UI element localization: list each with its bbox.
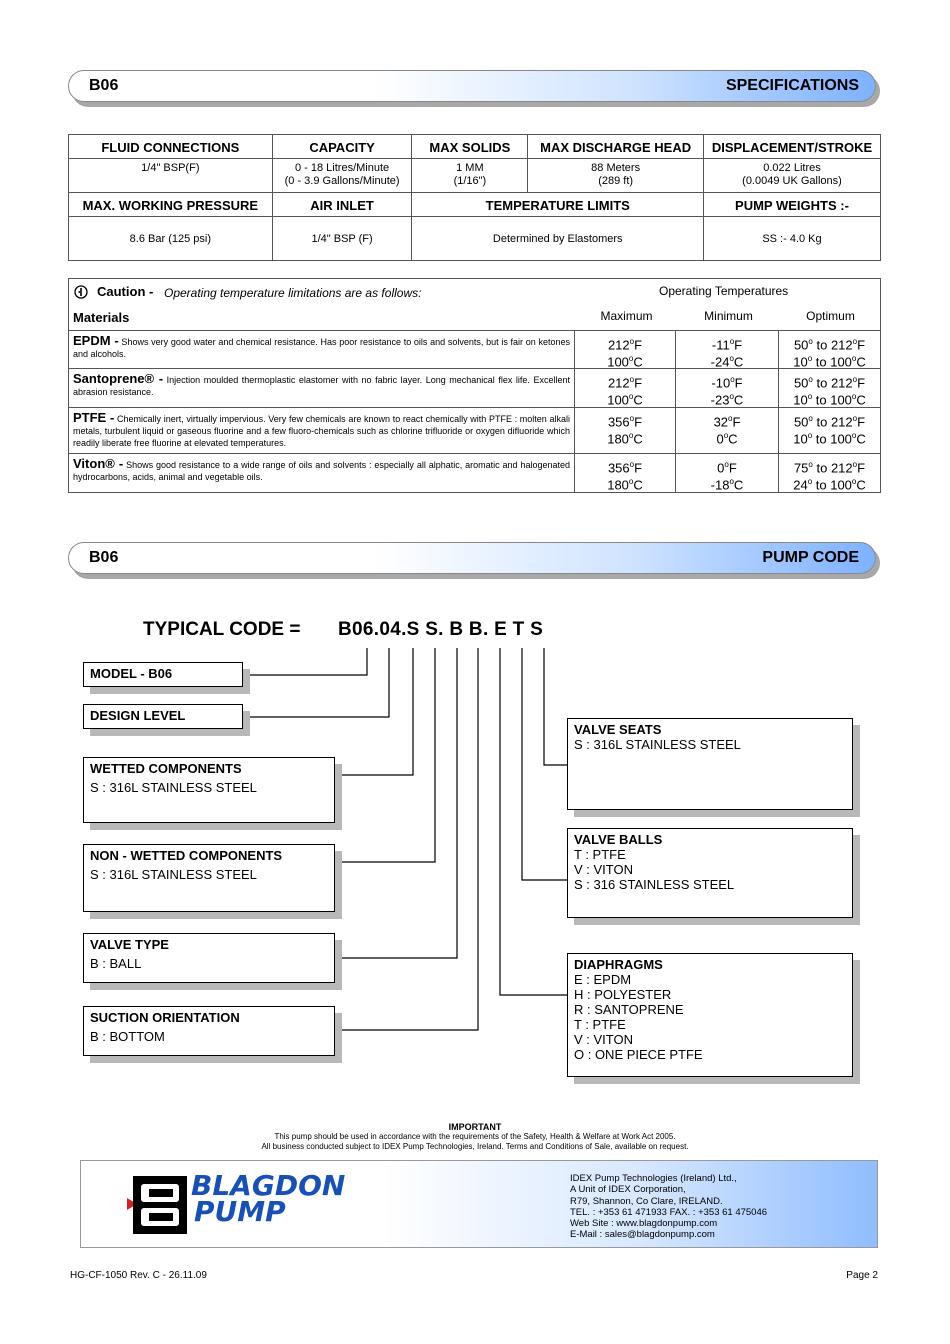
valve-seats-box bbox=[567, 718, 853, 810]
non-wetted-components-box bbox=[83, 844, 335, 912]
connector-valve-type bbox=[335, 648, 457, 958]
valve-balls-box bbox=[567, 828, 853, 918]
model-box bbox=[83, 662, 243, 687]
valve-type-box bbox=[83, 933, 335, 983]
code-banner-title: PUMP CODE bbox=[762, 549, 859, 566]
important-title: IMPORTANT bbox=[448, 1122, 502, 1132]
valve-type-item: B : BALL bbox=[90, 956, 142, 971]
optimum-temp: 50$^o$ to 212$^o$F 10$^o$ to 100$^o$C bbox=[793, 414, 866, 447]
design-level-box bbox=[83, 704, 243, 729]
important-line: All business conducted subject to IDEX Pump Technologies, Ireland. Terms and Conditions of Sale, available on request. bbox=[261, 1142, 689, 1151]
valve-balls-item: V : VITON bbox=[574, 862, 633, 877]
min-temp: 0$^o$F -18$^o$C bbox=[676, 454, 779, 492]
spec-value: SS :- 4.0 Kg bbox=[703, 217, 880, 261]
optimum-temp: 50$^o$ to 212$^o$F 10$^o$ to 100$^o$C bbox=[793, 375, 866, 408]
spec-value: 1 MM (1/16") bbox=[412, 159, 528, 193]
brand-logo-text: BLAGDON PUMP bbox=[191, 1169, 346, 1228]
diaphragms-item: R : SANTOPRENE bbox=[574, 1002, 684, 1017]
spec-header: AIR INLET bbox=[272, 193, 412, 217]
connector-model bbox=[243, 648, 367, 675]
page-number: Page 2 bbox=[846, 1270, 878, 1281]
col-maximum: Maximum bbox=[600, 309, 653, 323]
diaphragms-box bbox=[567, 953, 853, 1077]
operating-temperatures-label: Operating Temperatures bbox=[659, 284, 789, 298]
material-desc-text: Chemically inert, virtually impervious. Very few chemicals are known to react chemically with PTFE : molten alkali metals, turbulent liquid or gaseous fluorine and a few fluoro-chemicals such as chlorine trifluoride or oxygen difluoride which readily liberate free fluorine at elevated temperatures. bbox=[73, 414, 570, 448]
material-name: Viton® - bbox=[73, 456, 124, 471]
connector-valve-balls bbox=[522, 648, 569, 880]
min-temp: 32$^o$F 0$^o$C bbox=[676, 408, 779, 453]
spec-header: TEMPERATURE LIMITS bbox=[412, 193, 704, 217]
spec-header: PUMP WEIGHTS :- bbox=[703, 193, 880, 217]
valve-balls-item: S : 316 STAINLESS STEEL bbox=[574, 877, 735, 892]
valve-balls-item: T : PTFE bbox=[574, 847, 626, 862]
design-level-title: DESIGN LEVEL bbox=[90, 708, 186, 723]
spec-banner-title: SPECIFICATIONS bbox=[725, 77, 859, 94]
spec-value: Determined by Elastomers bbox=[412, 217, 704, 261]
optimum-temp: 50$^o$ to 212$^o$F 10$^o$ to 100$^o$C bbox=[793, 337, 866, 370]
max-temp: 212$^o$F 100$^o$C bbox=[575, 369, 676, 407]
spec-value: 0.022 Litres (0.0049 UK Gallons) bbox=[703, 159, 880, 193]
wetted-item: S : 316L STAINLESS STEEL bbox=[90, 780, 257, 795]
diaphragms-item: E : EPDM bbox=[574, 972, 632, 987]
blagdon-b-logo-icon bbox=[127, 1176, 187, 1234]
suction-item: B : BOTTOM bbox=[90, 1029, 165, 1044]
col-optimum: Optimum bbox=[806, 309, 855, 323]
diaphragms-item: T : PTFE bbox=[574, 1017, 626, 1032]
typical-code-value: B06.04.S S. B B. E T S bbox=[338, 619, 544, 640]
important-notice bbox=[0, 1122, 950, 1152]
diaphragms-item: O : ONE PIECE PTFE bbox=[574, 1047, 703, 1062]
spec-value: 0 - 18 Litres/Minute (0 - 3.9 Gallons/Minute) bbox=[272, 159, 412, 193]
spec-banner-model: B06 bbox=[89, 77, 119, 94]
col-minimum: Minimum bbox=[704, 309, 753, 323]
spec-value: 1/4" BSP (F) bbox=[272, 217, 412, 261]
spec-value: 88 Meters (289 ft) bbox=[528, 159, 704, 193]
spec-header: MAX. WORKING PRESSURE bbox=[69, 193, 273, 217]
spec-header: MAX SOLIDS bbox=[412, 135, 528, 159]
max-temp: 212$^o$F 100$^o$C bbox=[575, 331, 676, 368]
caution-text: Operating temperature limitations are as follows: bbox=[164, 286, 422, 300]
valve-seats-title: VALVE SEATS bbox=[574, 722, 662, 737]
spec-header: FLUID CONNECTIONS bbox=[69, 135, 273, 159]
connector-valve-seats bbox=[544, 648, 569, 765]
diaphragms-title: DIAPHRAGMS bbox=[574, 957, 663, 972]
spec-value: 8.6 Bar (125 psi) bbox=[69, 217, 273, 261]
material-name: Santoprene® - bbox=[73, 371, 164, 386]
nonwetted-title: NON - WETTED COMPONENTS bbox=[90, 848, 283, 863]
code-banner-model: B06 bbox=[89, 549, 119, 566]
typical-code-label: TYPICAL CODE = bbox=[143, 619, 301, 640]
spec-header: DISPLACEMENT/STROKE bbox=[703, 135, 880, 159]
material-name: EPDM - bbox=[73, 333, 119, 348]
spec-header: MAX DISCHARGE HEAD bbox=[528, 135, 704, 159]
max-temp: 356$^o$F 180$^o$C bbox=[575, 408, 676, 453]
wetted-title: WETTED COMPONENTS bbox=[90, 761, 242, 776]
connector-wetted bbox=[335, 648, 413, 775]
valve-balls-title: VALVE BALLS bbox=[574, 832, 663, 847]
optimum-temp: 75$^o$ to 212$^o$F 24$^o$ to 100$^o$C bbox=[793, 460, 866, 493]
valve-type-title: VALVE TYPE bbox=[90, 937, 169, 952]
important-line: This pump should be used in accordance with the requirements of the Safety, Health & Welfare at Work Act 2005. bbox=[274, 1132, 676, 1141]
materials-label: Materials bbox=[73, 310, 130, 325]
suction-orientation-box bbox=[83, 1006, 335, 1056]
company-address: IDEX Pump Technologies (Ireland) Ltd., A Unit of IDEX Corporation, R79, Shannon, Co Clare, IRELAND. TEL. : +353 61 471933 FAX. : +353 61 475046 Web Site : www.blagdonpump.com E-Mail : sales@blagdonpump.com bbox=[570, 1173, 768, 1241]
max-temp: 356$^o$F 180$^o$C bbox=[575, 454, 676, 492]
valve-seats-item: S : 316L STAINLESS STEEL bbox=[574, 737, 741, 752]
wetted-components-box bbox=[83, 757, 335, 823]
diaphragms-item: H : POLYESTER bbox=[574, 987, 672, 1002]
spec-header: CAPACITY bbox=[272, 135, 412, 159]
caution-label: Caution - bbox=[97, 284, 154, 299]
suction-title: SUCTION ORIENTATION bbox=[90, 1010, 240, 1025]
connector-nonwetted bbox=[335, 648, 435, 862]
min-temp: -11$^o$F -24$^o$C bbox=[676, 331, 779, 368]
material-name: PTFE - bbox=[73, 410, 115, 425]
connector-diaphragms bbox=[500, 648, 569, 995]
nonwetted-item: S : 316L STAINLESS STEEL bbox=[90, 867, 257, 882]
model-box-title: MODEL - B06 bbox=[90, 666, 173, 681]
min-temp: -10$^o$F -23$^o$C bbox=[676, 369, 779, 407]
document-reference: HG-CF-1050 Rev. C - 26.11.09 bbox=[70, 1270, 207, 1281]
material-desc-text: Shows very good water and chemical resistance. Has poor resistance to oils and solvents, but is fair on ketones and alcohols. bbox=[73, 337, 570, 359]
spec-value: 1/4" BSP(F) bbox=[69, 159, 273, 193]
material-desc-text: Shows good resistance to a wide range of oils and solvents : especially all alphatic, aromatic and halogenated hydrocarbons, acids, animal and vegetable oils. bbox=[73, 460, 570, 482]
company-footer bbox=[80, 1160, 878, 1248]
material-desc-text: Injection moulded thermoplastic elastomer with no fabric layer. Long mechanical flex life. Excellent abrasion resistance. bbox=[73, 375, 570, 397]
diaphragms-item: V : VITON bbox=[574, 1032, 633, 1047]
